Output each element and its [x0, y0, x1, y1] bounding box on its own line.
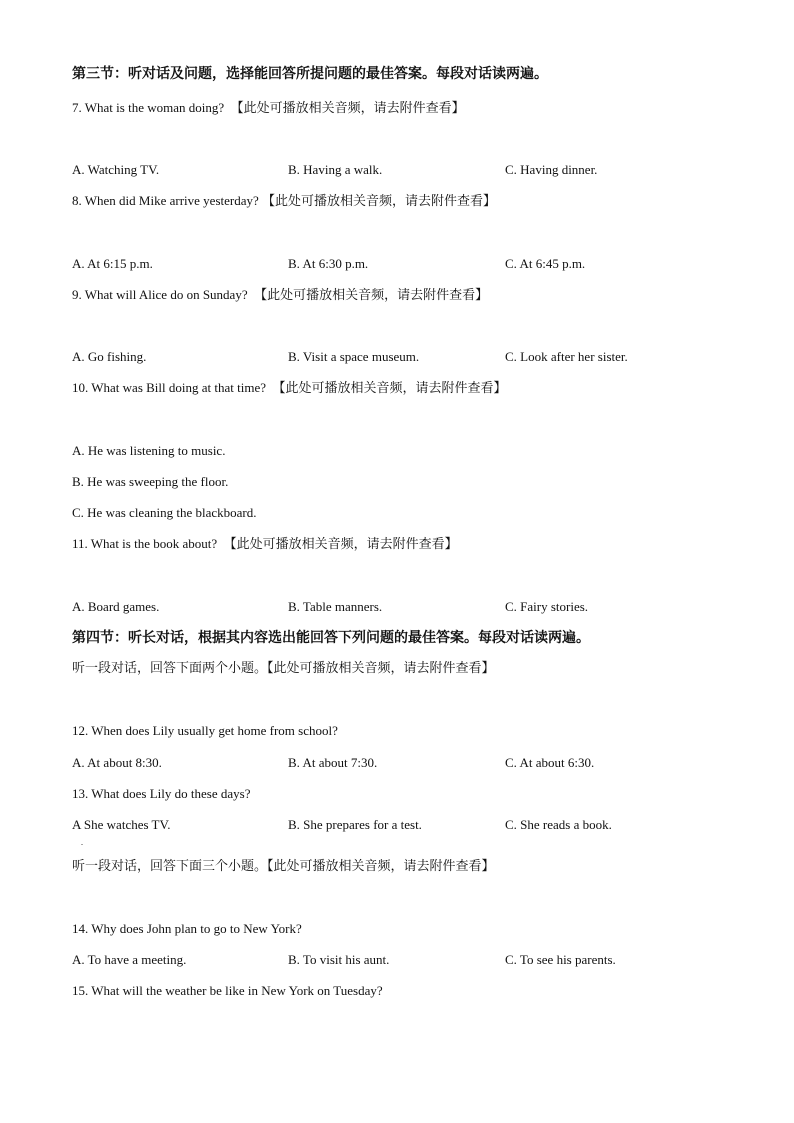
- option-b: B. At 6:30 p.m.: [288, 256, 369, 271]
- audio-link[interactable]: 【此处可播放相关音频，请去附件查看】: [223, 537, 458, 552]
- question-text: 13. What does Lily do these days?: [72, 786, 251, 801]
- question-text: 11. What is the book about?: [72, 536, 218, 551]
- option-b: B. Having a walk.: [288, 162, 383, 177]
- audio-link[interactable]: 【此处可播放相关音频，请去附件查看】: [267, 859, 495, 874]
- audio-link[interactable]: 【此处可播放相关音频，请去附件查看】: [272, 381, 507, 396]
- option-c: C. Look after her sister.: [505, 349, 628, 364]
- section-4-heading: 第四节：听长对话，根据其内容选出能回答下列问题的最佳答案。每段对话读两遍。: [72, 630, 590, 646]
- question-10: [72, 380, 507, 397]
- stray-mark: .: [81, 838, 83, 847]
- option-a: A. At 6:15 p.m.: [72, 256, 153, 271]
- question-14: [72, 921, 302, 937]
- option-b: B. Table manners.: [288, 599, 383, 614]
- question-12: [72, 723, 338, 739]
- question-15: [72, 983, 383, 999]
- option-c: C. At about 6:30.: [505, 755, 595, 770]
- option-b: B. To visit his aunt.: [288, 952, 390, 967]
- question-text: 12. When does Lily usually get home from school?: [72, 723, 338, 738]
- question-9: [72, 287, 488, 304]
- option-b: B. Visit a space museum.: [288, 349, 420, 364]
- option-c: C. Fairy stories.: [505, 599, 589, 614]
- option-a: A She watches TV.: [72, 817, 171, 832]
- question-text: 10. What was Bill doing at that time?: [72, 380, 267, 395]
- question-13: [72, 786, 250, 802]
- option-a: A. Watching TV.: [72, 162, 160, 177]
- section-3-heading: 第三节：听对话及问题，选择能回答所提问题的最佳答案。每段对话读两遍。: [72, 66, 548, 82]
- dialogue-intro-two: [72, 661, 495, 677]
- option-b: B. He was sweeping the floor.: [72, 474, 229, 489]
- option-a: A. Go fishing.: [72, 349, 147, 364]
- intro-text: 听一段对话，回答下面两个小题。: [72, 661, 268, 676]
- audio-link[interactable]: 【此处可播放相关音频，请去附件查看】: [230, 101, 465, 116]
- option-b: B. She prepares for a test.: [288, 817, 422, 832]
- question-text: 8. When did Mike arrive yesterday?: [72, 193, 259, 208]
- question-text: 14. Why does John plan to go to New York?: [72, 921, 302, 936]
- option-a: A. He was listening to music.: [72, 443, 226, 458]
- intro-text: 听一段对话，回答下面三个小题。: [72, 859, 268, 874]
- option-b: B. At about 7:30.: [288, 755, 378, 770]
- option-c: C. To see his parents.: [505, 952, 616, 967]
- audio-link[interactable]: 【此处可播放相关音频，请去附件查看】: [267, 661, 495, 676]
- option-c: C. Having dinner.: [505, 162, 598, 177]
- option-a: A. To have a meeting.: [72, 952, 187, 967]
- audio-link[interactable]: 【此处可播放相关音频，请去附件查看】: [254, 288, 489, 303]
- option-c: C. He was cleaning the blackboard.: [72, 505, 257, 520]
- dialogue-intro-three: [72, 859, 495, 875]
- question-text: 9. What will Alice do on Sunday?: [72, 287, 248, 302]
- question-text: 15. What will the weather be like in New York on Tuesday?: [72, 983, 383, 998]
- option-c: C. At 6:45 p.m.: [505, 256, 586, 271]
- option-a: A. At about 8:30.: [72, 755, 162, 770]
- question-11: [72, 536, 458, 553]
- audio-link[interactable]: 【此处可播放相关音频，请去附件查看】: [262, 194, 497, 209]
- option-c: C. She reads a book.: [505, 817, 612, 832]
- question-7: [72, 100, 465, 117]
- question-text: 7. What is the woman doing?: [72, 100, 225, 115]
- question-8: [72, 193, 496, 210]
- option-a: A. Board games.: [72, 599, 160, 614]
